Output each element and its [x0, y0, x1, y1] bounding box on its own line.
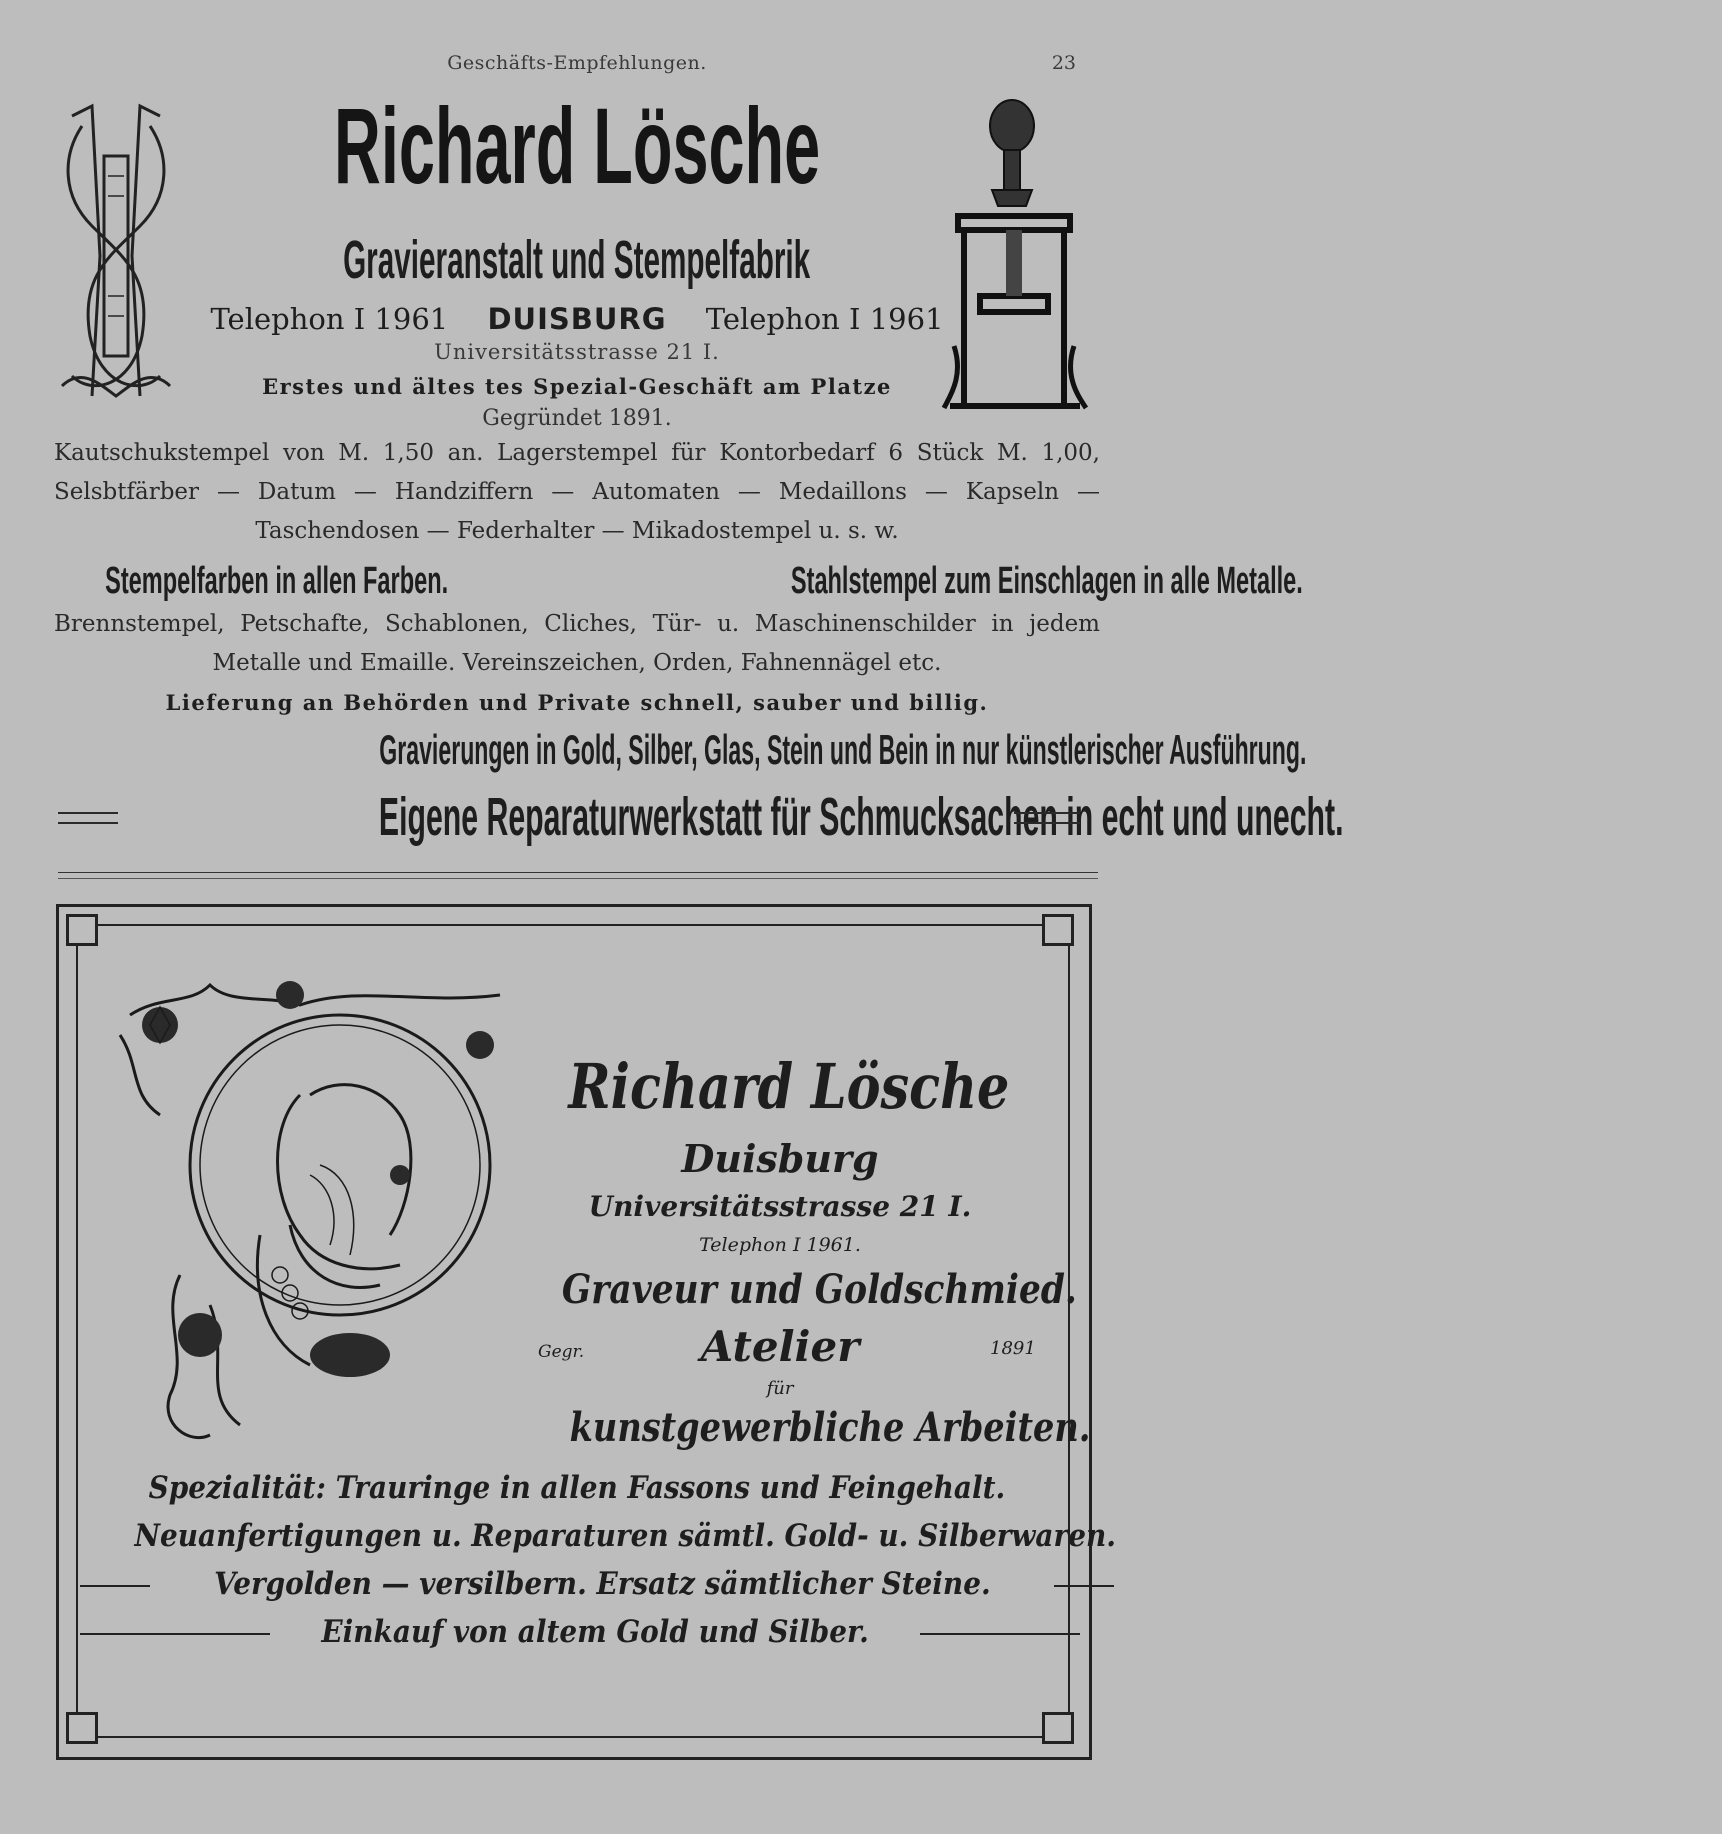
section-divider — [58, 872, 1098, 873]
ad-gegr-label: Gegr. — [538, 1342, 585, 1362]
running-title: Geschäfts-Empfehlungen. — [447, 52, 707, 74]
dash-rule-left — [80, 1633, 270, 1635]
section-divider-thin — [58, 878, 1098, 879]
spezial-geschaeft-line: Erstes und ältes tes Spezial-Geschäft am Platze — [262, 374, 892, 399]
ad-vergolden-line: Vergolden — versilbern. Ersatz sämtlicher Steine. — [80, 1566, 1074, 1602]
metalle-line: Metalle und Emaille. Vereinszeichen, Orden, Fahnennägel etc. — [212, 650, 942, 676]
ad-profession: Graveur und Goldschmied. — [561, 1266, 1077, 1313]
city-name: DUISBURG — [487, 302, 667, 336]
price-line: Kautschukstempel von M. 1,50 an. Lagerstempel für Kontorbedarf 6 Stück M. 1,00, — [54, 440, 1100, 466]
brennstempel-line: Brennstempel, Petschafte, Schablonen, Cliches, Tür- u. Maschinenschilder in jedem — [54, 611, 1100, 637]
ad-kunstgewerbliche: kunstgewerbliche Arbeiten. — [569, 1404, 1091, 1451]
ad-street: Universitätsstrasse 21 I. — [588, 1190, 972, 1223]
gravierungen-line: Gravierungen in Gold, Silber, Glas, Stein und Bein in nur künstlerischer Ausführung. — [379, 726, 1307, 773]
dash-rule-right — [920, 1633, 1080, 1635]
ad-founding-year: 1891 — [990, 1338, 1036, 1359]
founded-line: Gegründet 1891. — [482, 406, 672, 431]
frame-corner-bottom-right — [1042, 1712, 1074, 1744]
art-nouveau-portrait-icon — [100, 975, 510, 1455]
firm-subtitle: Gravieranstalt und Stempelfabrik — [343, 230, 811, 290]
dash-rule-left — [80, 1585, 150, 1587]
telephone-left: Telephon I 1961 — [210, 302, 449, 336]
street-address: Universitätsstrasse 21 I. — [434, 340, 720, 364]
frame-corner-top-left — [66, 914, 98, 946]
dash-rule-right — [1054, 1585, 1114, 1587]
stempelfarben-line — [0, 560, 1304, 603]
ad-neuanfertigungen-line: Neuanfertigungen u. Reparaturen sämtl. Gold- u. Silberwaren. — [134, 1518, 1116, 1554]
stempelfarben-left: Stempelfarben in allen Farben. — [105, 560, 449, 602]
ad-city: Duisburg — [681, 1136, 879, 1181]
product-list-line-2: Taschendosen — Federhalter — Mikadostempel u. s. w. — [255, 518, 899, 544]
ad-telephone: Telephon I 1961. — [699, 1234, 861, 1256]
reparatur-rule-right — [1014, 812, 1080, 824]
firm-name-headline: Richard Lösche — [333, 85, 821, 206]
frame-corner-top-right — [1042, 914, 1074, 946]
product-list-line-1: Selsbtfärber — Datum — Handziffern — Automaten — Medaillons — Kapseln — — [54, 479, 1100, 505]
telephone-right: Telephon I 1961 — [705, 302, 944, 336]
reparatur-line: Eigene Reparaturwerkstatt für Schmucksachen in echt und unecht. — [378, 787, 1344, 847]
frame-corner-bottom-left — [66, 1712, 98, 1744]
ad-firm-name: Richard Lösche — [568, 1050, 1010, 1123]
page-number: 23 — [1051, 52, 1076, 74]
telephone-line — [80, 302, 1074, 336]
ad-spezialitaet-line: Spezialität: Trauringe in allen Fassons und Feingehalt. — [148, 1470, 1006, 1506]
lieferung-line: Lieferung an Behörden und Private schnell, sauber und billig. — [165, 690, 989, 715]
stahlstempel-right: Stahlstempel zum Einschlagen in alle Metalle. — [791, 560, 1304, 602]
ad-atelier: Atelier — [700, 1322, 860, 1371]
ad-einkauf-line: Einkauf von altem Gold und Silber. — [80, 1614, 1074, 1650]
ad-fuer: für — [766, 1378, 794, 1399]
